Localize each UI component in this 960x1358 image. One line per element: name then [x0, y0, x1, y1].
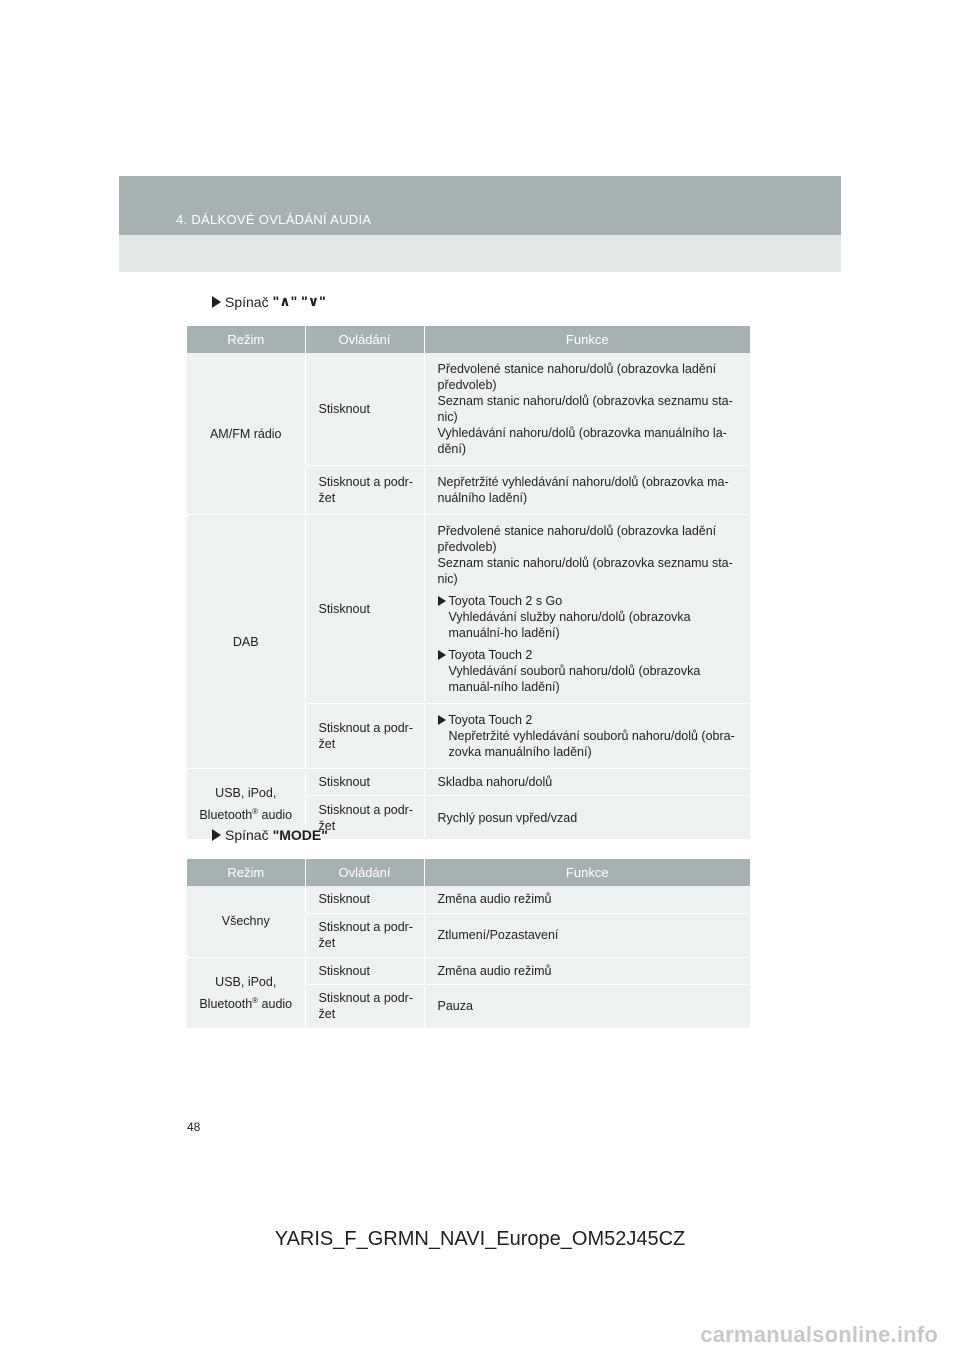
function-cell: Pauza: [424, 984, 750, 1028]
operation-cell: Stisknout a podr-žet: [305, 704, 424, 769]
function-cell: Nepřetržité vyhledávání nahoru/dolů (obrazovka ma-nuálního ladění): [424, 466, 750, 515]
model-name: Toyota Touch 2 s Go: [448, 594, 563, 608]
section-title-mode-switch: [212, 827, 328, 843]
mode-audio: audio: [258, 808, 293, 822]
mode-bluetooth: Bluetooth: [199, 996, 253, 1011]
function-cell: [424, 515, 750, 704]
function-cell: [424, 704, 750, 769]
header-mode: Režim: [187, 859, 305, 886]
table-header-row: [187, 326, 750, 353]
mode-cell: Všechny: [187, 886, 305, 957]
function-line: Seznam stanic nahoru/dolů (obrazovka seznamu sta-nic): [437, 556, 733, 586]
bullet-triangle-icon: [438, 650, 446, 660]
mode-switch-table: [187, 859, 750, 1029]
watermark: carmanualsonline.info: [700, 1322, 938, 1347]
operation-cell: Stisknout: [305, 515, 424, 704]
operation-cell: Stisknout a podr-žet: [305, 913, 424, 957]
mode-audio: audio: [258, 996, 293, 1011]
section-title-updown-switch: [212, 293, 326, 310]
mode-line: [187, 993, 305, 1015]
header-function: Funkce: [424, 326, 750, 353]
mode-line: USB, iPod,: [215, 974, 277, 989]
function-cell: [424, 353, 750, 466]
switch-value: "∧" "∨": [272, 293, 326, 309]
table-row: [187, 886, 750, 913]
header-mode: Režim: [187, 326, 305, 353]
header-operation: Ovládání: [305, 326, 424, 353]
table-row: [187, 515, 750, 704]
function-cell: Ztlumení/Pozastavení: [424, 913, 750, 957]
function-cell: Změna audio režimů: [424, 886, 750, 913]
table-header-row: [187, 859, 750, 886]
registered-mark: ®: [252, 995, 259, 1005]
function-cell: Rychlý posun vpřed/vzad: [424, 796, 750, 840]
mode-line: [187, 804, 305, 826]
operation-cell: Stisknout a podr-žet: [305, 466, 424, 515]
document-code: YARIS_F_GRMN_NAVI_Europe_OM52J45CZ: [274, 1228, 686, 1250]
chapter-title: 4. DÁLKOVÉ OVLÁDÁNÍ AUDIA: [176, 212, 372, 227]
function-line: Nepřetržité vyhledávání souborů nahoru/dolů (obra-zovka manuálního ladění): [448, 729, 735, 759]
header-operation: Ovládání: [305, 859, 424, 886]
mode-bluetooth: Bluetooth: [199, 808, 253, 822]
mode-cell: DAB: [187, 515, 305, 769]
function-line: Vyhledávání nahoru/dolů (obrazovka manuálního la-dění): [437, 426, 727, 456]
function-cell: Změna audio režimů: [424, 957, 750, 984]
mode-cell: AM/FM rádio: [187, 353, 305, 515]
registered-mark: ®: [252, 806, 259, 816]
table-row: [187, 353, 750, 466]
model-name: Toyota Touch 2: [448, 648, 533, 662]
header-function: Funkce: [424, 859, 750, 886]
operation-cell: Stisknout: [305, 886, 424, 913]
function-cell: Skladba nahoru/dolů: [424, 769, 750, 796]
function-line: Seznam stanic nahoru/dolů (obrazovka seznamu sta-nic): [437, 394, 733, 424]
switch-label: Spínač: [225, 827, 269, 843]
model-note: [438, 593, 745, 641]
bullet-triangle-icon: [212, 296, 221, 308]
operation-cell: Stisknout: [305, 769, 424, 796]
operation-cell: Stisknout: [305, 353, 424, 466]
updown-switch-table: [187, 326, 750, 840]
bullet-triangle-icon: [438, 596, 446, 606]
function-line: Vyhledávání souborů nahoru/dolů (obrazovka manuál-ního ladění): [448, 664, 701, 694]
model-name: Toyota Touch 2: [448, 713, 533, 727]
function-line: Předvolené stanice nahoru/dolů (obrazovka ladění předvoleb): [437, 524, 717, 554]
switch-label: Spínač: [225, 293, 269, 310]
function-line: Vyhledávání služby nahoru/dolů (obrazovka manuální-ho ladění): [448, 610, 691, 640]
model-note: [438, 647, 745, 695]
bullet-triangle-icon: [438, 715, 446, 725]
operation-cell: Stisknout: [305, 957, 424, 984]
table-row: [187, 769, 750, 796]
model-note: [438, 712, 745, 760]
table-row: [187, 957, 750, 984]
bullet-triangle-icon: [212, 829, 221, 841]
switch-value: "MODE": [272, 827, 328, 843]
operation-cell: Stisknout a podr-žet: [305, 984, 424, 1028]
function-line: Předvolené stanice nahoru/dolů (obrazovka ladění předvoleb): [437, 362, 717, 392]
page-number: 48: [187, 1120, 201, 1134]
mode-line: USB, iPod,: [215, 786, 277, 800]
operation-cell: Stisknout a podr-žet: [305, 796, 424, 840]
mode-cell: [187, 957, 305, 1028]
